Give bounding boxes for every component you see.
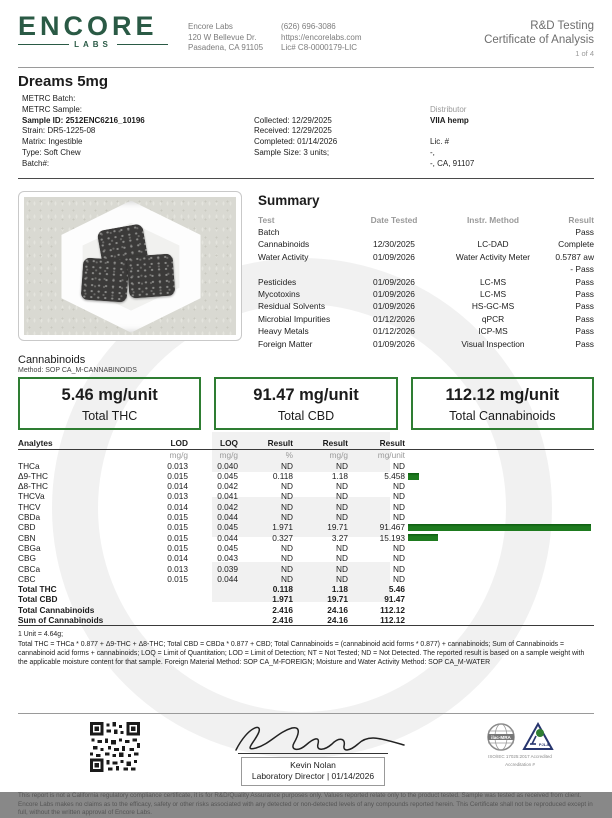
address-line: Encore Labs [188, 22, 233, 31]
col-loq: LOQ [220, 437, 238, 448]
analyte-mgg-cell: 19.71 [327, 594, 348, 605]
summary-test-cell: Batch [258, 226, 280, 237]
summary-test-cell: Residual Solvents [258, 301, 326, 312]
analyte-row [18, 605, 594, 615]
total-box [18, 377, 201, 430]
sample-info-line: VIIA hemp [430, 115, 469, 125]
comm-line: https://encorelabs.com [281, 32, 362, 42]
analyte-name-cell: Δ8-THC [18, 481, 48, 492]
analyte-pct-cell: 2.416 [272, 615, 293, 626]
analyte-mgg-cell: 19.71 [327, 522, 348, 533]
summary-result-cell: Complete [558, 239, 594, 250]
signature-block [140, 718, 486, 786]
signer-name: Kevin Nolan [290, 760, 336, 770]
analyte-lod-cell: 0.015 [167, 470, 188, 481]
cannabinoids-method: Method: SOP CA_M-CANNABINOIDS [18, 366, 137, 374]
total-value: 112.12 mg/unit [445, 385, 560, 404]
analyte-mgg-cell: ND [336, 481, 348, 492]
analyte-mgu-cell: 5.46 [388, 584, 405, 595]
analyte-mgu-cell: ND [393, 460, 405, 471]
sample-info-line: METRC Sample: [22, 104, 83, 114]
analyte-mgg-cell: 3.27 [331, 532, 348, 543]
total-box [411, 377, 594, 430]
analyte-mgg-cell: 24.16 [327, 615, 348, 626]
analyte-mgu-cell: 5.458 [384, 470, 405, 481]
summary-test-cell: Cannabinoids [258, 239, 310, 250]
analyte-row [18, 533, 594, 543]
analyte-lod-cell: 0.014 [167, 481, 188, 492]
analyte-mgu-cell: ND [393, 491, 405, 502]
sample-info [18, 94, 594, 179]
summary-date-cell: 01/09/2026 [373, 276, 415, 287]
analyte-pct-cell: 1.971 [272, 522, 293, 533]
analyte-row [18, 574, 594, 584]
analyte-row [18, 461, 594, 471]
analyte-name-cell: Δ9-THC [18, 470, 48, 481]
analyte-name-cell: CBD [18, 522, 36, 533]
total-value: 5.46 mg/unit [61, 385, 158, 404]
accreditation-number: Accreditation # [505, 761, 535, 767]
analyte-pct-cell: ND [281, 460, 293, 471]
analyte-mgu-cell: ND [393, 553, 405, 564]
svg-text:PJLA: PJLA [538, 742, 550, 747]
summary-row [258, 251, 594, 276]
analyte-mgu-cell: 91.47 [384, 594, 405, 605]
summary-date-cell: 01/12/2026 [373, 326, 415, 337]
sample-photo [24, 197, 236, 335]
footer-row [18, 722, 594, 786]
lab-address [188, 22, 263, 54]
analyte-mgg-cell: ND [336, 573, 348, 584]
summary-header-row [258, 214, 594, 226]
unit-lod: mg/g [169, 449, 188, 460]
sample-info-middle [254, 94, 430, 170]
encore-labs-logo [18, 13, 168, 49]
analyte-mgg-cell: 1.18 [331, 584, 348, 595]
analyte-lod-cell: 0.015 [167, 542, 188, 553]
analyte-lod-cell: 0.015 [167, 573, 188, 584]
unit-loq: mg/g [219, 449, 238, 460]
sample-info-line: Completed: 01/14/2026 [254, 137, 338, 147]
analyte-loq-cell: 0.044 [217, 532, 238, 543]
ilac-mra-logo [486, 722, 516, 752]
photo-summary-row [18, 191, 594, 349]
analyte-name-cell: Total THC [18, 584, 57, 595]
header [18, 0, 594, 68]
analyte-lod-cell: 0.015 [167, 512, 188, 523]
cannabinoid-totals [18, 377, 594, 430]
col-lod: LOD [170, 437, 188, 448]
analytes-units-row [18, 450, 594, 461]
signer-title: Laboratory Director | 01/14/2026 [251, 771, 375, 781]
analyte-mgg-cell: ND [336, 491, 348, 502]
analyte-rows [18, 461, 594, 626]
footnote [18, 630, 594, 667]
summary-test-cell: Foreign Matter [258, 338, 313, 349]
analyte-mgg-cell: ND [336, 563, 348, 574]
sample-info-line: -, CA, 91107 [430, 158, 475, 168]
analyte-lod-cell: 0.015 [167, 522, 188, 533]
summary-result-cell: Pass [575, 313, 594, 324]
lab-comm [281, 22, 361, 54]
analyte-lod-cell: 0.013 [167, 491, 188, 502]
analyte-row [18, 502, 594, 512]
gummy-shape [81, 257, 130, 302]
summary-rows [258, 226, 594, 350]
analyte-lod-cell: 0.014 [167, 553, 188, 564]
analyte-row [18, 594, 594, 604]
analyte-loq-cell: 0.039 [217, 563, 238, 574]
summary-method-cell: LC-MS [479, 276, 507, 287]
pjla-logo [522, 722, 554, 752]
analyte-loq-cell: 0.045 [217, 522, 238, 533]
analyte-row [18, 584, 594, 594]
logo-rule-right [117, 44, 168, 45]
logo-subtitle [18, 40, 168, 49]
summary-date-cell [356, 226, 432, 238]
gummy-shape [127, 253, 176, 298]
total-label: Total THC [81, 408, 138, 423]
total-value: 91.47 mg/unit [253, 385, 359, 404]
analyte-pct-cell: ND [281, 563, 293, 574]
summary-result-cell: Pass [575, 338, 594, 349]
analyte-row [18, 615, 594, 625]
analyte-row [18, 481, 594, 491]
address-line: 120 W Bellevue Dr. [188, 32, 257, 42]
accreditation-block [486, 722, 554, 767]
logo-rule-left [18, 44, 69, 45]
result-bar [408, 524, 591, 531]
report-type-block [484, 19, 594, 58]
summary-method-cell: LC-MS [479, 289, 507, 300]
sample-info-line: Strain: DR5-1225-08 [22, 126, 96, 136]
analytes-header-row [18, 437, 594, 450]
analyte-name-cell: THCa [18, 460, 40, 471]
summary-col-result: Result [568, 214, 594, 225]
summary-result-cell: 0.5787 aw - Pass [555, 251, 594, 275]
col-result-mgg: Result [322, 437, 348, 448]
product-title: Dreams 5mg [18, 73, 109, 90]
summary-result-cell: Pass [575, 326, 594, 337]
analytes-table [18, 437, 594, 627]
result-bar [408, 473, 419, 480]
disclaimer-text: This report is not a California regulatory compliance certificate, it is for R&D/Quality Assurance purposes only. Values reported relate only to the product tested. Sample was tested as received from client. Encore Labs makes no claims as to the efficacy, safety or other risks associated with any detected or non-detected levels of any compounds reported herein. This Certificate shall not be reproduced except in full, without the written approval of Encore Labs. [18, 792, 593, 817]
sample-info-line [430, 126, 594, 137]
summary-test-cell: Pesticides [258, 276, 297, 287]
sample-info-line: -, [430, 147, 435, 157]
report-type: R&D Testing [530, 20, 594, 32]
summary-test-cell: Water Activity [258, 251, 309, 262]
summary-date-cell: 01/09/2026 [373, 301, 415, 312]
analyte-pct-cell: ND [281, 512, 293, 523]
analyte-row [18, 553, 594, 563]
unit-mgg: mg/g [329, 449, 348, 460]
analyte-row [18, 512, 594, 522]
logo-wordmark: ENCORE [18, 11, 158, 41]
sample-photo-frame [18, 191, 242, 341]
analyte-mgu-cell: ND [393, 501, 405, 512]
summary-test-cell: Microbial Impurities [258, 313, 331, 324]
total-label: Total Cannabinoids [449, 408, 556, 423]
sample-info-line: Lic. # [430, 137, 450, 147]
analyte-mgg-cell: ND [336, 501, 348, 512]
analyte-mgg-cell: ND [336, 512, 348, 523]
comm-line: (626) 696-3086 [281, 22, 336, 31]
address-line: Pasadena, CA 91105 [188, 43, 264, 52]
col-analytes: Analytes [18, 437, 53, 448]
summary-method-cell: qPCR [481, 313, 505, 324]
summary-row [258, 338, 594, 350]
cannabinoids-heading: Cannabinoids [18, 353, 86, 366]
summary-row [258, 325, 594, 337]
unit-mgu: mg/unit [377, 449, 405, 460]
sample-info-line: Batch#: [22, 158, 50, 168]
unit-pct: % [285, 449, 293, 460]
analyte-pct-cell: ND [281, 542, 293, 553]
sample-info-line: Type: Soft Chew [22, 147, 81, 157]
analyte-pct-cell: 0.118 [272, 470, 293, 481]
lab-contact-info [188, 22, 362, 54]
analyte-mgu-cell: ND [393, 563, 405, 574]
analyte-row [18, 471, 594, 481]
footnote-definitions: Total THC = THCa * 0.877 + Δ9-THC + Δ8-THC; Total CBD = CBDa * 0.877 + CBD; Total Cannabinoids = (cannabinoid acid forms * 0.877) + cannabinoids; Sum of Cannabinoids = cannabinoid acid forms + cannabinoids; LOQ = Limit of Quantitation; LOD = Limit of Detection; NT = Not Tested; ND = Not Detected. The reported result is based on a sample weight with the applicable moisture content for that sample. Foreign Material Method: SOP CA_M-FOREIGN; Moisture and Water Activity Method: SOP CA_M-WATER [18, 640, 585, 667]
analyte-mgg-cell: ND [336, 460, 348, 471]
analyte-name-cell: CBG [18, 553, 36, 564]
analyte-mgu-cell: ND [393, 542, 405, 553]
summary-method-cell: Visual Inspection [461, 338, 525, 349]
analyte-mgg-cell: ND [336, 553, 348, 564]
summary-method-cell [432, 226, 554, 238]
summary-row [258, 238, 594, 250]
signer-box [241, 757, 385, 786]
analyte-pct-cell: 0.327 [272, 532, 293, 543]
page-number: 1 of 4 [575, 49, 594, 58]
analyte-name-cell: Total Cannabinoids [18, 604, 95, 615]
total-box [214, 377, 397, 430]
analyte-mgu-cell: 112.12 [380, 615, 405, 626]
summary-row [258, 288, 594, 300]
summary-row [258, 276, 594, 288]
analyte-lod-cell: 0.013 [167, 460, 188, 471]
analyte-pct-cell: ND [281, 553, 293, 564]
logo-labs-text: LABS [74, 40, 112, 49]
analyte-mgg-cell: ND [336, 542, 348, 553]
analyte-mgu-cell: ND [393, 512, 405, 523]
sample-info-line [430, 94, 594, 105]
summary-result-cell: Pass [575, 276, 594, 287]
analyte-pct-cell: ND [281, 481, 293, 492]
summary-row [258, 313, 594, 325]
summary-row [258, 226, 594, 238]
svg-text:ilac-MRA: ilac-MRA [491, 734, 511, 740]
analyte-pct-cell: ND [281, 491, 293, 502]
analyte-name-cell: THCV [18, 501, 41, 512]
analyte-pct-cell: 2.416 [272, 604, 293, 615]
analyte-loq-cell: 0.040 [217, 460, 238, 471]
analyte-lod-cell: 0.013 [167, 563, 188, 574]
analyte-pct-cell: 0.118 [272, 584, 293, 595]
sample-info-right [430, 94, 594, 170]
analyte-mgu-cell: 112.12 [380, 604, 405, 615]
analytes-table-bottom-rule [18, 625, 594, 626]
analyte-name-cell: Total CBD [18, 594, 58, 605]
summary-date-cell: 01/09/2026 [373, 289, 415, 300]
analyte-pct-cell: ND [281, 501, 293, 512]
sample-info-line: Sample ID: 2512ENC6216_10196 [22, 115, 145, 125]
analyte-loq-cell: 0.044 [217, 573, 238, 584]
summary-date-cell: 01/09/2026 [373, 251, 415, 262]
analyte-loq-cell: 0.042 [217, 481, 238, 492]
summary-result-cell: Pass [575, 301, 594, 312]
analyte-pct-cell: 1.971 [272, 594, 293, 605]
summary-method-cell: Water Activity Meter [455, 251, 531, 262]
summary-test-cell: Heavy Metals [258, 326, 309, 337]
footer [18, 713, 594, 818]
analyte-loq-cell: 0.041 [217, 491, 238, 502]
summary-method-cell: HS-GC-MS [471, 301, 515, 312]
analyte-row [18, 522, 594, 532]
summary-date-cell: 12/30/2025 [373, 239, 415, 250]
col-result-pct: Result [267, 437, 293, 448]
summary-section [258, 191, 594, 349]
total-label: Total CBD [277, 408, 335, 423]
footnote-unit: 1 Unit = 4.64g; [18, 631, 64, 639]
analyte-row [18, 564, 594, 574]
analyte-mgu-cell: 15.193 [379, 532, 405, 543]
analyte-row [18, 491, 594, 501]
summary-heading: Summary [258, 192, 320, 208]
analyte-mgu-cell: ND [393, 481, 405, 492]
analyte-name-cell: CBC [18, 573, 36, 584]
analyte-name-cell: CBGa [18, 542, 41, 553]
summary-result-cell: Pass [575, 289, 594, 300]
signature-icon [208, 718, 418, 756]
sample-info-line: Received: 12/29/2025 [254, 126, 332, 136]
sample-info-line [254, 94, 430, 105]
summary-method-cell: ICP-MS [478, 326, 508, 337]
analyte-name-cell: THCVa [18, 491, 45, 502]
summary-method-cell: LC-DAD [477, 239, 509, 250]
summary-col-test: Test [258, 214, 275, 225]
analyte-row [18, 543, 594, 553]
analyte-name-cell: CBCa [18, 563, 41, 574]
sample-info-line: Matrix: Ingestible [22, 137, 83, 147]
summary-col-method: Instr. Method [466, 214, 520, 225]
analyte-pct-cell: ND [281, 573, 293, 584]
analyte-mgg-cell: 1.18 [331, 470, 348, 481]
sample-info-left [18, 94, 254, 170]
summary-table [258, 214, 594, 350]
summary-result-cell: Pass [575, 226, 594, 237]
sample-info-line: METRC Batch: [22, 94, 76, 103]
summary-row [258, 300, 594, 312]
analyte-mgg-cell: 24.16 [327, 604, 348, 615]
analyte-name-cell: Sum of Cannabinoids [18, 615, 104, 626]
analyte-mgu-cell: ND [393, 573, 405, 584]
result-bar [408, 534, 438, 541]
col-result-mgu: Result [379, 437, 405, 448]
summary-test-cell: Mycotoxins [258, 289, 300, 300]
analyte-loq-cell: 0.045 [217, 470, 238, 481]
analyte-loq-cell: 0.043 [217, 553, 238, 564]
summary-date-cell: 01/09/2026 [373, 338, 415, 349]
certificate-title: Certificate of Analysis [484, 34, 594, 46]
analyte-lod-cell: 0.015 [167, 532, 188, 543]
analyte-loq-cell: 0.045 [217, 542, 238, 553]
analyte-lod-cell: 0.014 [167, 501, 188, 512]
analyte-loq-cell: 0.042 [217, 501, 238, 512]
analyte-name-cell: CBN [18, 532, 36, 543]
accreditation-caption: ISO/IEC 17025:2017 Accredited [488, 754, 552, 759]
sample-info-line [254, 105, 430, 116]
summary-col-date: Date Tested [370, 214, 418, 225]
qr-code-icon [90, 722, 140, 772]
summary-date-cell: 01/12/2026 [373, 313, 415, 324]
analyte-name-cell: CBDa [18, 512, 41, 523]
sample-info-line: Collected: 12/29/2025 [254, 115, 332, 125]
signature-line [238, 753, 388, 754]
comm-line: Lic# C8-0000179-LIC [281, 43, 358, 52]
analyte-mgu-cell: 91.467 [379, 522, 405, 533]
sample-info-line: Sample Size: 3 units; [254, 147, 330, 157]
analyte-loq-cell: 0.044 [217, 512, 238, 523]
sample-info-line: Distributor [430, 104, 467, 114]
